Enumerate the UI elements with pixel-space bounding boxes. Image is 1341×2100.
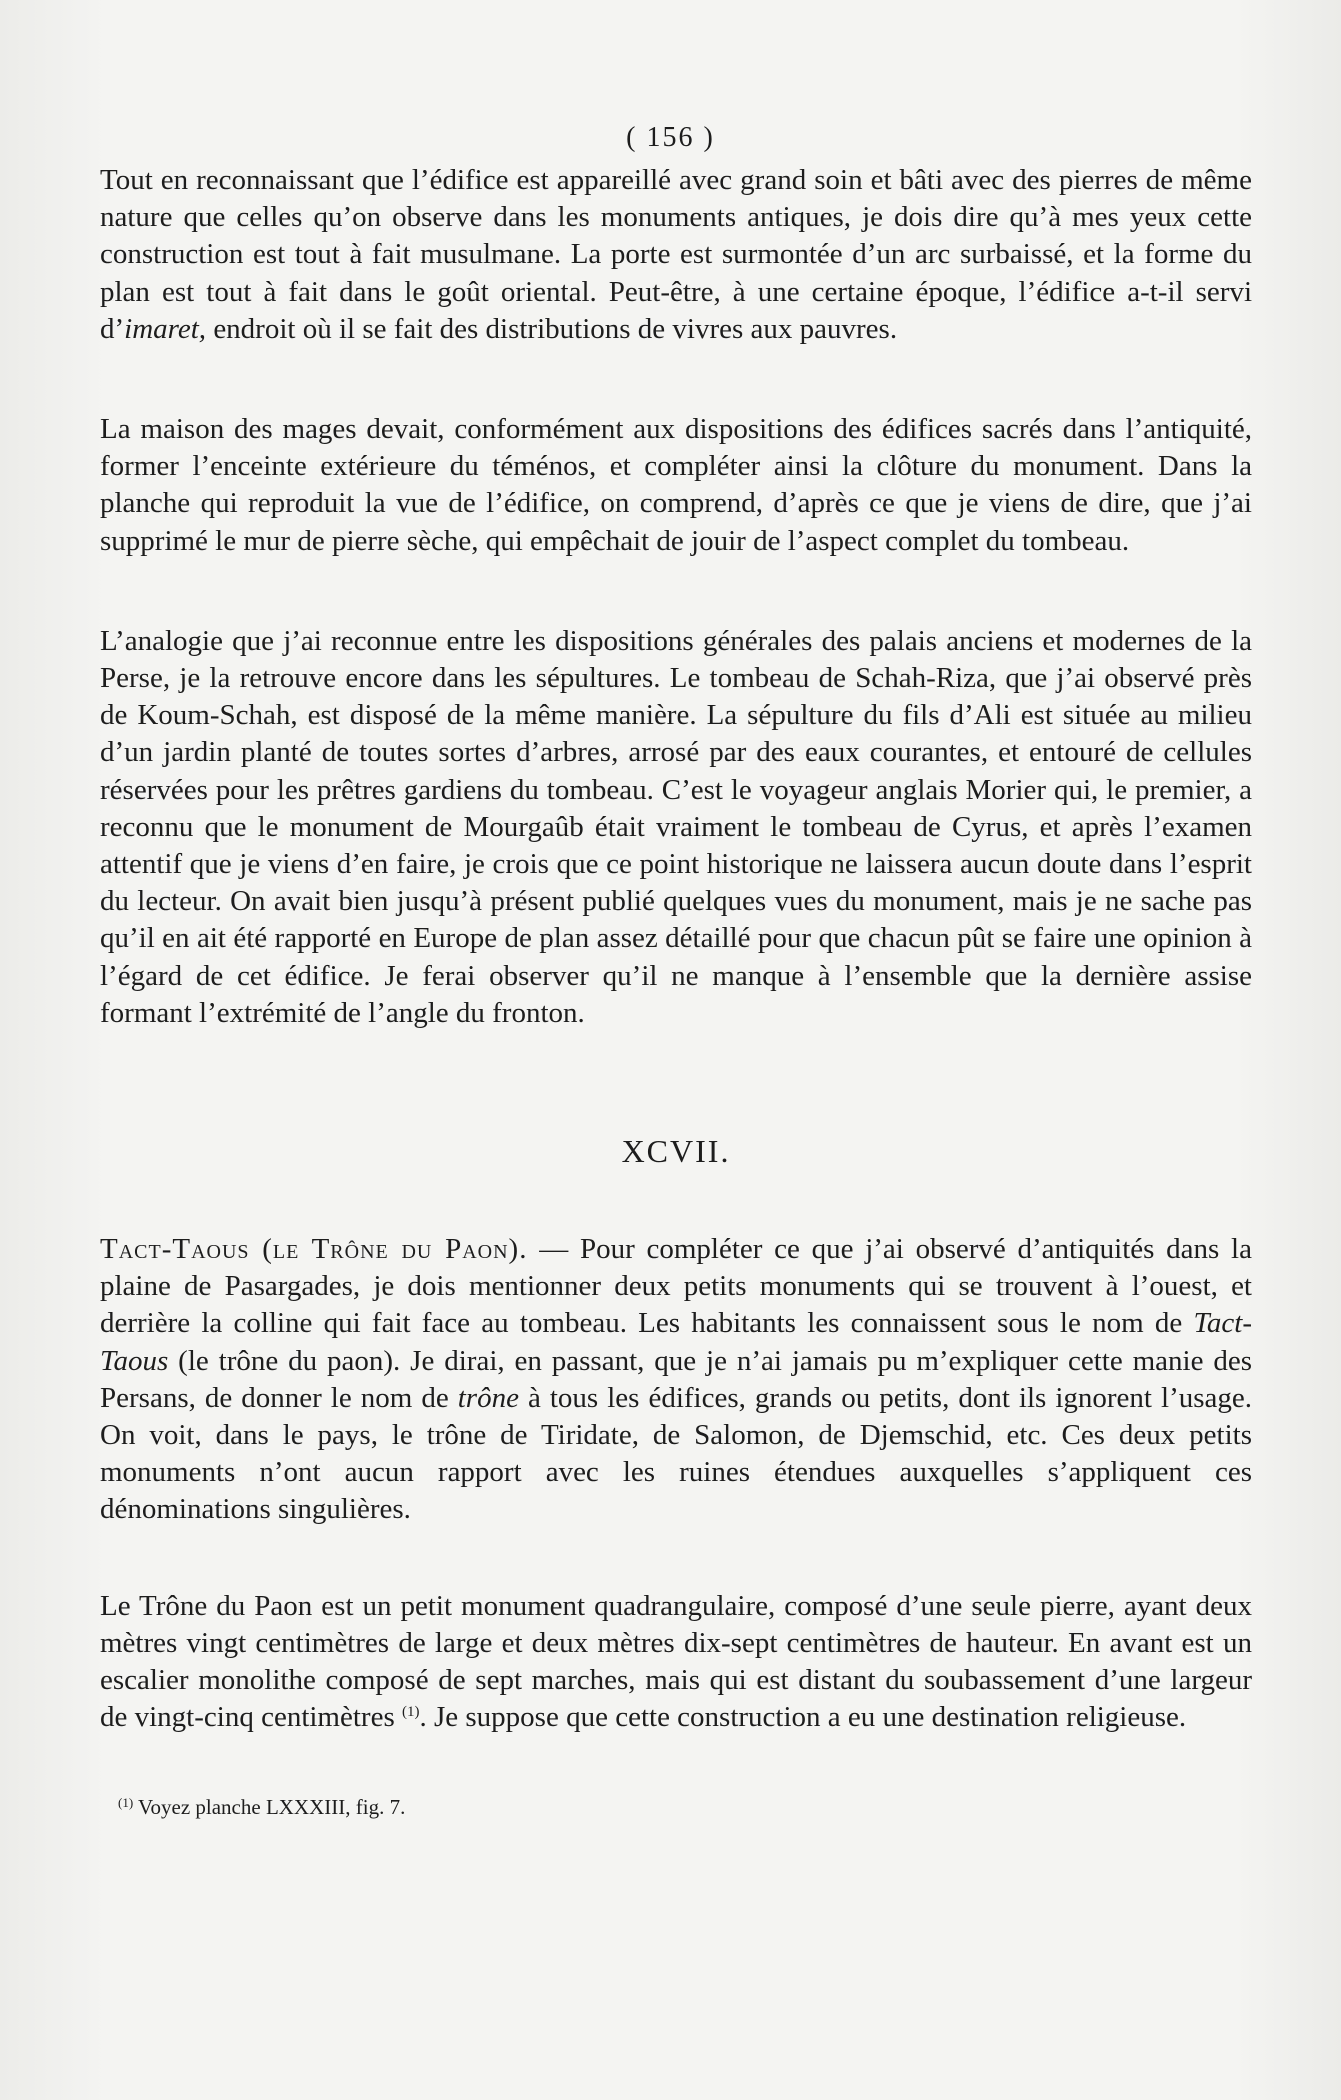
text-run-italic: Tact-Taous [100, 1307, 1252, 1377]
paragraph [100, 162, 1252, 348]
paragraph [100, 411, 1252, 560]
text-run: . Je suppose que cette construction a eu une destination religieuse. [419, 1701, 1187, 1734]
paragraph [100, 1231, 1252, 1529]
text-run: La maison des mages devait, conformément aux dispositions des édifices sacrés dans l’antiquité, former l’enceinte extérieure du téménos, et compléter ainsi la clôture du monument. Dans la planche qui reproduit la vue de l’édifice, on comprend, d’après ce que je viens de dire, que j’ai supprimé le mur de pierre sèche, qui empêchait de jouir de l’aspect complet du tombeau. [100, 413, 1252, 557]
paragraph [100, 1588, 1252, 1737]
text-run: endroit où il se fait des distributions de vivres aux pauvres. [206, 312, 898, 345]
text-run: Tout en reconnaissant que l’édifice est appareillé avec grand soin et bâti avec des pierres de même nature que celles qu’on observe dans les monuments antiques, je dois dire qu’à mes yeux cette construction est tout à fait musulmane. La porte est surmontée d’un arc surbaissé, et la forme du plan est tout à fait dans le goût oriental. Peut-être, à une certaine époque, l’édifice a-t-il servi d’ [100, 164, 1252, 345]
text-run: — Pour compléter ce que j’ai observé d’antiquités dans la plaine de Pasargades, je dois mentionner deux petits monuments qui se trouvent à l’ouest, et derrière la colline qui fait face au tombeau. Les habitants les connaissent sous le nom de [100, 1233, 1252, 1340]
section-heading: XCVII. [621, 1133, 731, 1170]
text-run: Le Trône du Paon est un petit monument quadrangulaire, composé d’une seule pierre, ayant deux mètres vingt centimètres de large et deux mètres dix-sept centimètres de hauteur. En avant est un escalier monolithe composé de sept marches, mais qui est distant du soubassement d’une largeur de vingt-cinq centimètres [100, 1589, 1252, 1734]
text-run: (le trône du paon). Je dirai, en passant, que je n’ai jamais pu m’expliquer cette manie des Persans, de donner le nom de [100, 1344, 1252, 1414]
text-run: à tous les édifices, grands ou petits, dont ils ignorent l’usage. On voit, dans le pays, le trône de Tiridate, de Salomon, de Djemschid, etc. Ces deux petits monuments n’ont aucun rapport avec les ruines étendues auxquelles s’appliquent ces dénominations singulières. [100, 1381, 1253, 1526]
paragraph [100, 623, 1252, 1032]
text-run: L’analogie que j’ai reconnue entre les dispositions générales des palais anciens et modernes de la Perse, je la retrouve encore dans les sépultures. Le tombeau de Schah-Riza, que j’ai observé près de Koum-Schah, est disposé de la même manière. La sépulture du fils d’Ali est située au milieu d’un jardin planté de toutes sortes d’arbres, arrosé par des eaux courantes, et entouré de cellules réservées pour les prêtres gardiens du tombeau. C’est le voyageur anglais Morier qui, le premier, a reconnu que le monument de Mourgaûb était vraiment le tombeau de Cyrus, et après l’examen attentif que je viens d’en faire, je crois que ce point historique ne laissera aucun doute dans l’esprit du lecteur. On avait bien jusqu’à présent publié quelques vues du monument, mais je ne sache pas qu’il en ait été rapporté en Europe de plan assez détaillé pour que chacun pût se faire une opinion à l’égard de cet édifice. Je ferai observer qu’il ne manque à l’ensemble que la dernière assise formant l’extrémité de l’angle du fronton. [100, 624, 1252, 1029]
footnote [100, 1793, 1252, 1821]
footnote-text: Voyez planche LXXXIII, fig. 7. [133, 1794, 406, 1819]
footnote-reference[interactable]: (1) [401, 1704, 420, 1721]
text-column [100, 120, 1252, 1821]
text-run-italic: imaret, [124, 312, 207, 345]
footnote-marker: (1) [118, 1794, 134, 1810]
section-subtitle: Tact-Taous (le Trône du Paon). [100, 1233, 528, 1266]
page-number: ( 156 ) [626, 122, 715, 153]
text-run-italic: trône [457, 1381, 519, 1414]
